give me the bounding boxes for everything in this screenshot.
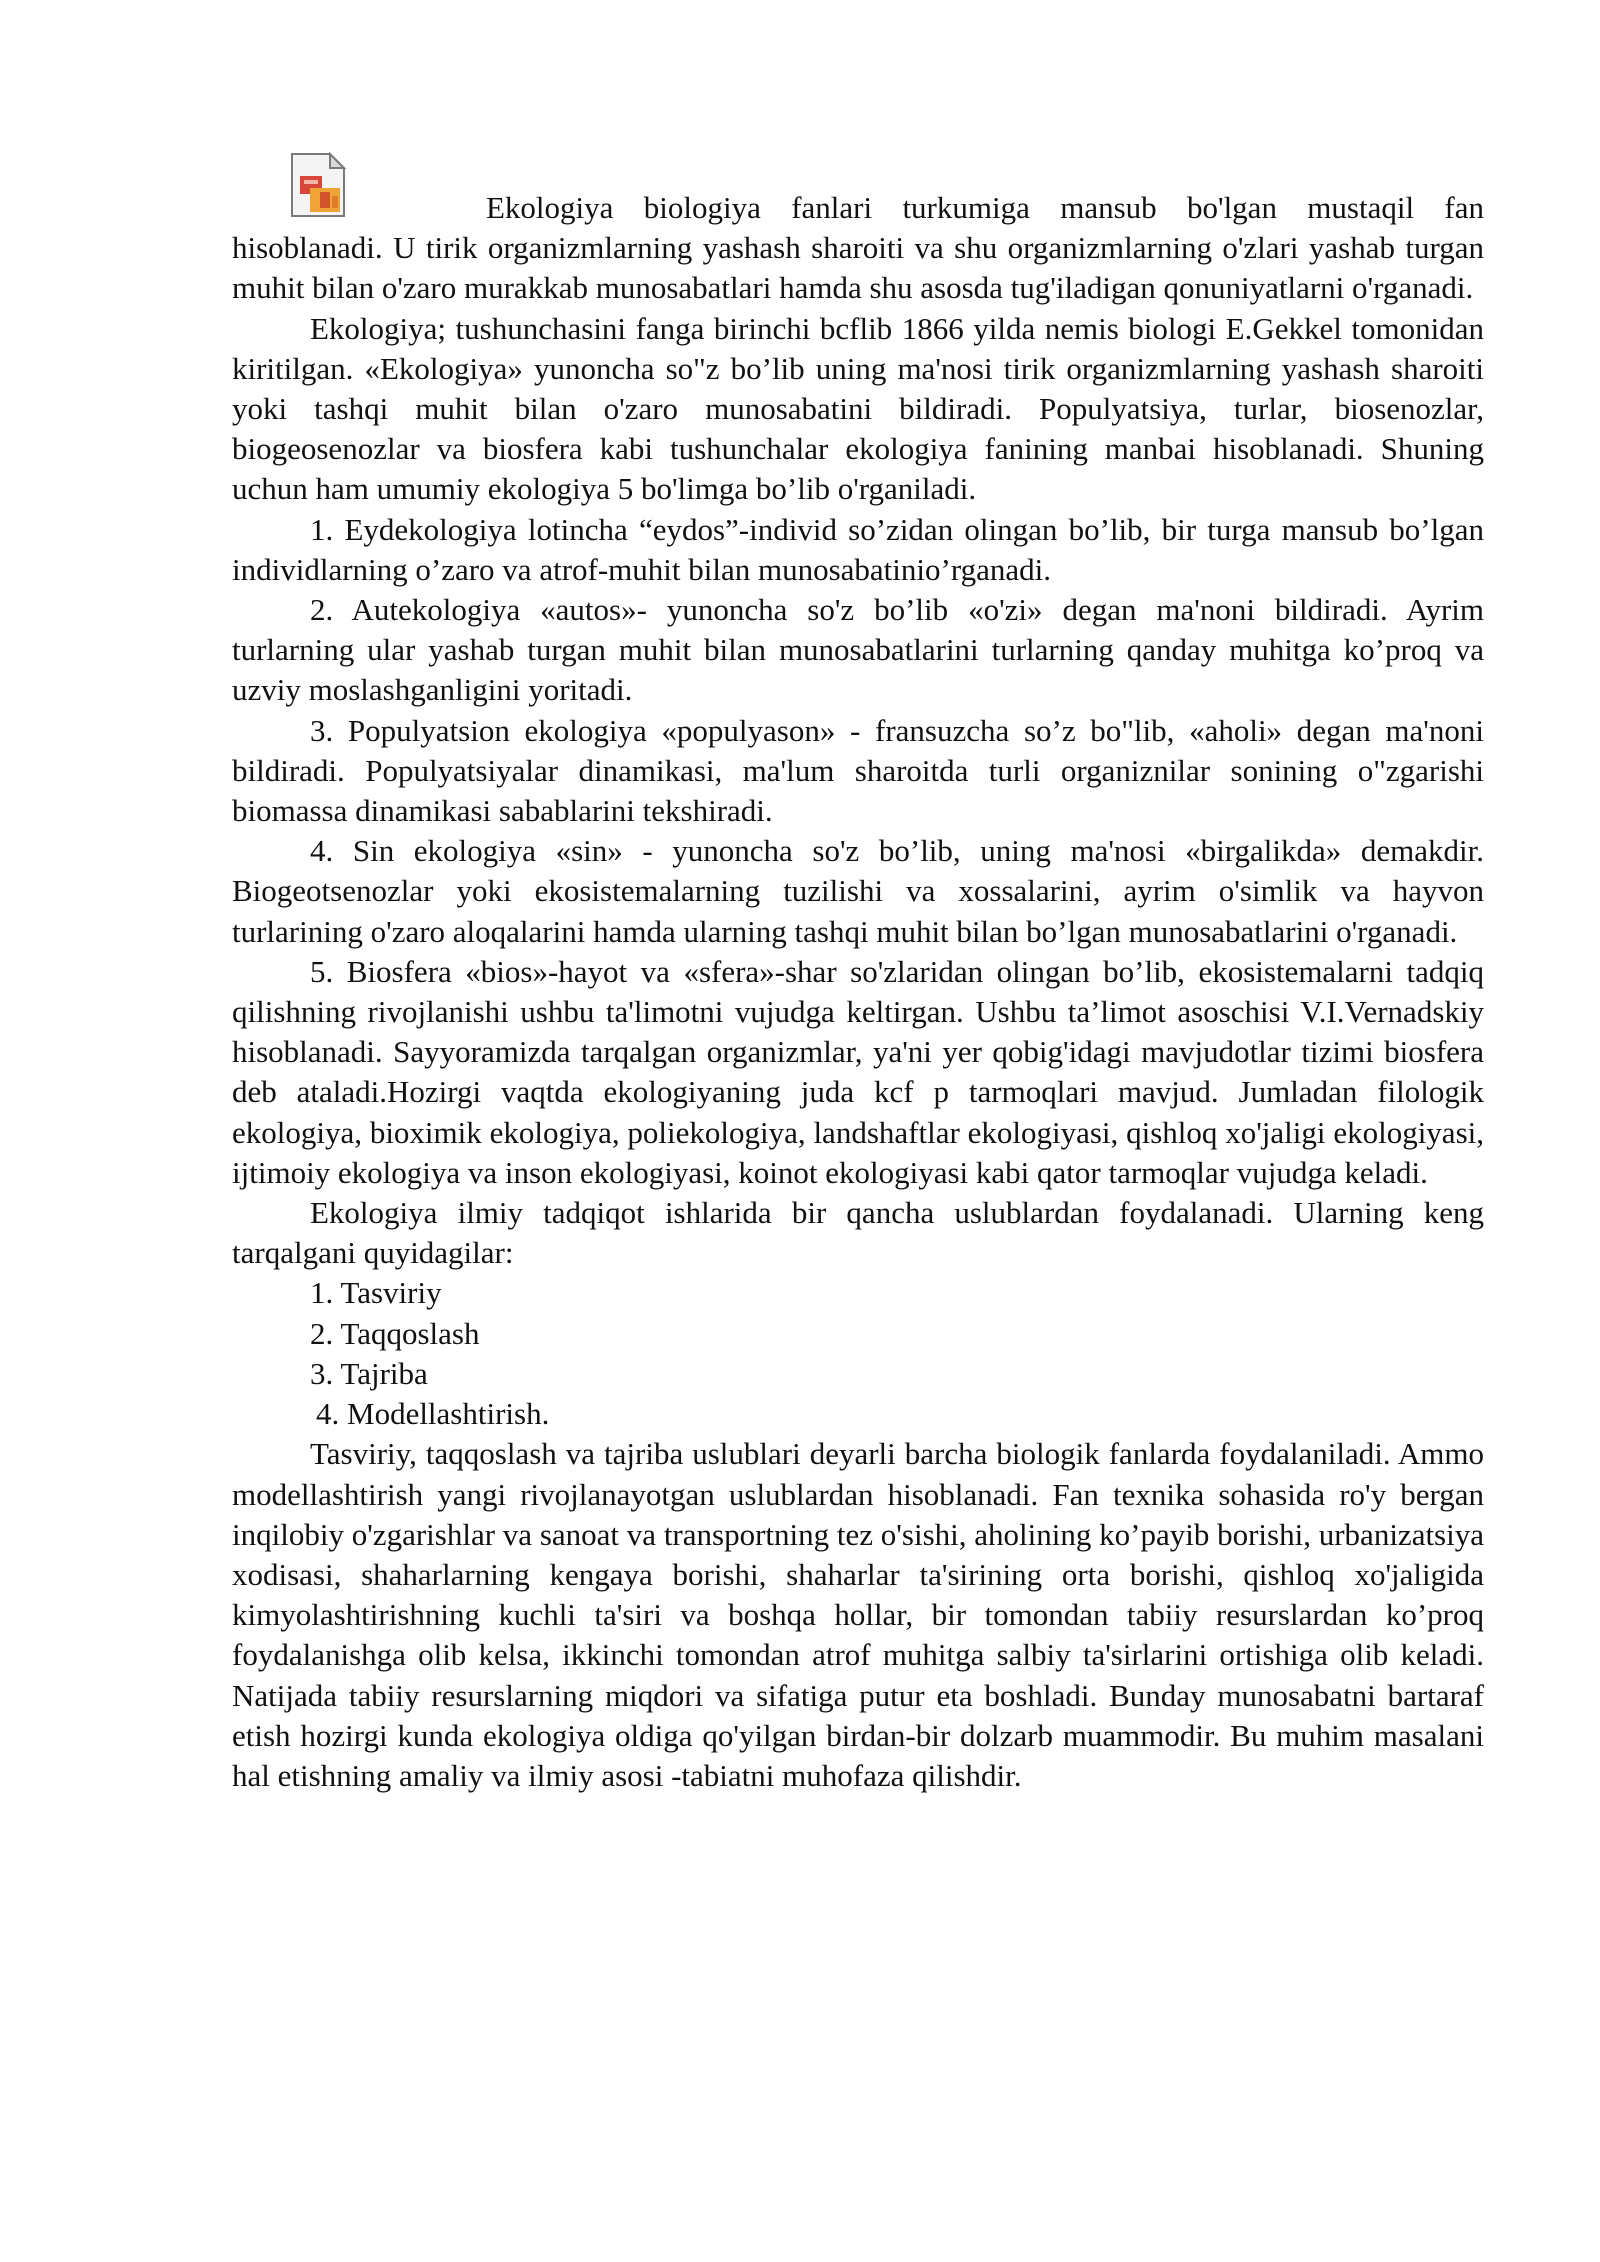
paragraph-methods-intro: Ekologiya ilmiy tadqiqot ishlarida bir qancha uslublardan foydalanadi. Ularning keng tarqalgani quyidagilar: bbox=[232, 1195, 1484, 1271]
list-item: 1. Tasviriy bbox=[310, 1275, 442, 1311]
paragraph-autekologiya: 2. Autekologiya «autos»- yunoncha so'z bo’lib «o'zi» degan ma'noni bildiradi. Ayrim turlarning ular yashab turgan muhit bilan munosabatlarini turlarning qanday muhitga ko’proq va uzviy moslashganligini yoritadi. bbox=[232, 592, 1484, 708]
paragraph-history: Ekologiya; tushunchasini fanga birinchi bcflib 1866 yilda nemis biologi E.Gekkel tomonidan kiritilgan. «Ekologiya» yunoncha so"z bo’lib uning ma'nosi tirik organizmlarning yashash sharoiti yoki tashqi muhit bilan o'zaro munosabatini bildiradi. Populyatsiya, turlar, biosenozlar, biogeosenozlar va biosfera kabi tushunchalar ekologiya fanining manbai hisoblanadi. Shuning uchun ham umumiy ekologiya 5 bo'limga bo’lib o'rganiladi. bbox=[232, 310, 1484, 507]
paragraph-eydekologiya: 1. Eydekologiya lotincha “eydos”-individ so’zidan olingan bo’lib, bir turga mansub bo’lgan individlarning o’zaro va atrof-muhit bilan munosabatinio’rganadi. bbox=[232, 511, 1484, 587]
paragraph-populyatsion: 3. Populyatsion ekologiya «populyason» - fransuzcha so’z bo"lib, «aholi» degan ma'noni bildiradi. Populyatsiyalar dinamikasi, ma'lum sharoitda turli organiznilar sonining o"zgarishi biomassa dinamikasi sabablarini tekshiradi. bbox=[232, 712, 1484, 829]
paragraph-closing: Tasviriy, taqqoslash va tajriba uslublari deyarli barcha biologik fanlarda foydalaniladi. Ammo modellashtirish yangi rivojlanayotgan uslublardan hisoblanadi. Fan texnika sohasida ro'y bergan inqilobiy o'zgarishlar va sanoat va transportning tez o'sishi, aholining ko’payib borishi, urbanizatsiya xodisasi, shaharlarning kengaya borishi, shaharlar ta'sirining orta borishi, qishloq xo'jaligida kimyolashtirishning kuchli ta'siri va boshqa hollar, bir tomondan tabiiy resurslardan ko’proq foydalanishga olib kelsa, ikkinchi tomondan atrof muhitga salbiy ta'sirlarini ortishiga olib keladi. Natijada tabiiy resurslarning miqdori va sifatiga putur eta boshladi. Bunday munosabatni bartaraf etish hozirgi kunda ekologiya oldiga qo'yilgan birdan-bir dolzarb muammodir. Bu muhim masalani hal etishning amaliy va ilmiy asosi -tabiatni muhofaza qilishdir. bbox=[232, 1436, 1484, 1793]
list-item: 3. Tajriba bbox=[310, 1355, 428, 1391]
paragraph-intro: Ekologiya biologiya fanlari turkumiga mansub bo'lgan mustaqil fan hisoblanadi. U tirik organizmlarning yashash sharoiti va shu organizmlarning o'zlari yashab turgan muhit bilan o'zaro murakkab munosabatlari hamda shu asosda tug'iladigan qonuniyatlarni o'rganadi. bbox=[232, 190, 1484, 306]
list-item: 4. Modellashtirish. bbox=[316, 1396, 550, 1432]
list-item: 2. Taqqoslash bbox=[310, 1315, 480, 1351]
document-body bbox=[232, 188, 1484, 1796]
paragraph-sinekologiya: 4. Sin ekologiya «sin» - yunoncha so'z bo’lib, uning ma'nosi «birgalikda» demakdir. Biogeotsenozlar yoki ekosistemalarning tuzilishi va xossalarini, ayrim o'simlik va hayvon turlarining o'zaro aloqalarini hamda ularning tashqi muhit bilan bo’lgan munosabatlarini o'rganadi. bbox=[232, 833, 1484, 949]
paragraph-biosfera: 5. Biosfera «bios»-hayot va «sfera»-shar so'zlaridan olingan bo’lib, ekosistemalarni tadqiq qilishning rivojlanishi ushbu ta'limotni vujudga keltirgan. Ushbu ta’limot asoschisi V.I.Vernadskiy hisoblanadi. Sayyoramizda tarqalgan organizmlar, ya'ni yer qobig'idagi mavjudotlar tizimi biosfera deb ataladi.Hozirgi vaqtda ekologiyaning juda kcf p tarmoqlari mavjud. Jumladan filologik ekologiya, bioximik ekologiya, poliekologiya, landshaftlar ekologiyasi, qishloq xo'jaligi ekologiyasi, ijtimoiy ekologiya va inson ekologiyasi, koinot ekologiyasi kabi qator tarmoqlar vujudga keladi. bbox=[232, 953, 1484, 1190]
